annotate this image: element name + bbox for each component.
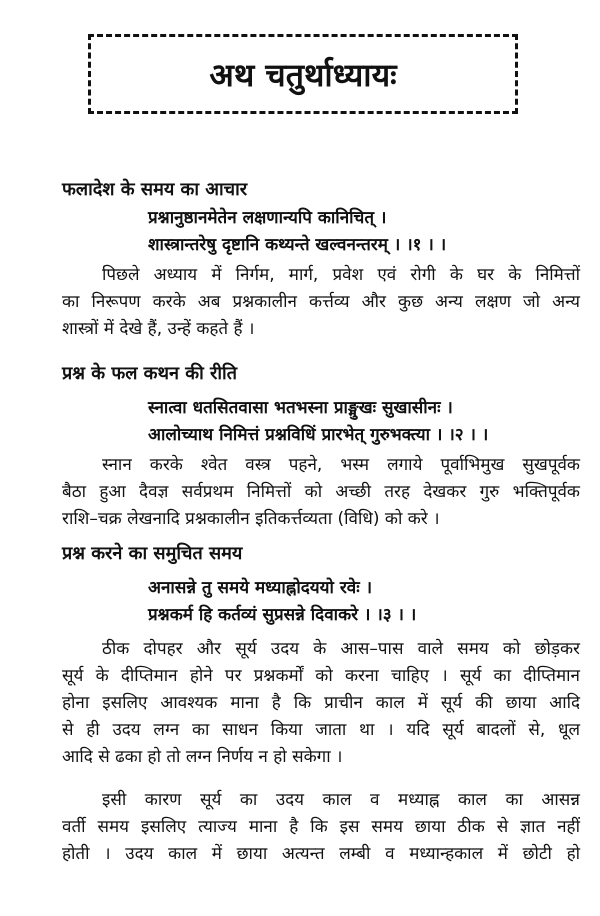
verse-line: शास्त्रान्तरेषु दृष्टानि कथ्यन्ते खल्वनन्तरम् । ।१ । । [148,235,447,255]
paragraph-line: से ही उदय लग्न का साधन किया जाता था । यदि सूर्य बादलों से, धूल [62,720,580,740]
paragraph-line: राशि–चक्र लेखनादि प्रश्नकालीन इतिकर्त्तव्यता (विधि) को करे । [62,509,440,529]
paragraph-line: शास्त्रों में देखे हैं, उन्हें कहते हैं । [62,319,255,339]
verse-line: आलोच्याथ निमित्तं प्रश्नविधिं प्रारभेत् गुरुभक्त्या । ।२ । । [148,425,489,445]
section-heading: फलादेश के समय का आचार [62,179,248,200]
paragraph-line: वर्ती समय इसलिए त्याज्य माना है कि इस समय छाया ठीक से ज्ञात नहीं [62,817,580,837]
paragraph-line: बैठा हुआ दैवज्ञ सर्वप्रथम निमित्तों को अच्छी तरह देखकर गुरु भक्तिपूर्वक [62,482,580,502]
paragraph-line: सूर्य के दीप्तिमान होने पर प्रश्नकर्मों को करना चाहिए । सूर्य का दीप्तिमान [62,666,580,686]
chapter-title-box [88,34,518,114]
paragraph-line: पिछले अध्याय में निर्गम, मार्ग, प्रवेश एवं रोगी के घर के निमित्तों [102,265,580,285]
paragraph-line: आदि से ढका हो तो लग्न निर्णय न हो सकेगा । [62,747,343,767]
paragraph-line: होना इसलिए आवश्यक माना है कि प्राचीन काल में सूर्य की छाया आदि [62,693,580,713]
verse-line: अनासन्ने तु समये मध्याह्नोदययो रवेः । [148,578,373,598]
chapter-title: अथ चतुर्थाध्यायः [209,55,397,94]
section-heading: प्रश्न के फल कथन की रीति [62,363,237,384]
section-heading: प्रश्न करने का समुचित समय [62,543,243,564]
paragraph-line: ठीक दोपहर और सूर्य उदय के आस–पास वाले समय को छोड़कर [102,639,580,659]
paragraph-line: स्नान करके श्वेत वस्त्र पहने, भस्म लगाये पूर्वाभिमुख सुखपूर्वक [102,455,580,475]
verse-line: प्रश्नकर्म हि कर्तव्यं सुप्रसन्ने दिवाकरे । ।३ । । [148,605,417,625]
paragraph-line: इसी कारण सूर्य का उदय काल व मध्याह्न काल का आसन्न [102,790,580,810]
verse-line: स्नात्वा धतसितवासा भतभस्ना प्राङ्मुखः सुखासीनः । [148,398,453,418]
paragraph-line: होती । उदय काल में छाया अत्यन्त लम्बी व मध्यान्हकाल में छोटी हो [62,844,580,864]
paragraph-line: का निरूपण करके अब प्रश्नकालीन कर्त्तव्य और कुछ अन्य लक्षण जो अन्य [62,292,580,312]
verse-line: प्रश्नानुष्ठानमेतेन लक्षणान्यपि कानिचित् । [148,208,387,228]
